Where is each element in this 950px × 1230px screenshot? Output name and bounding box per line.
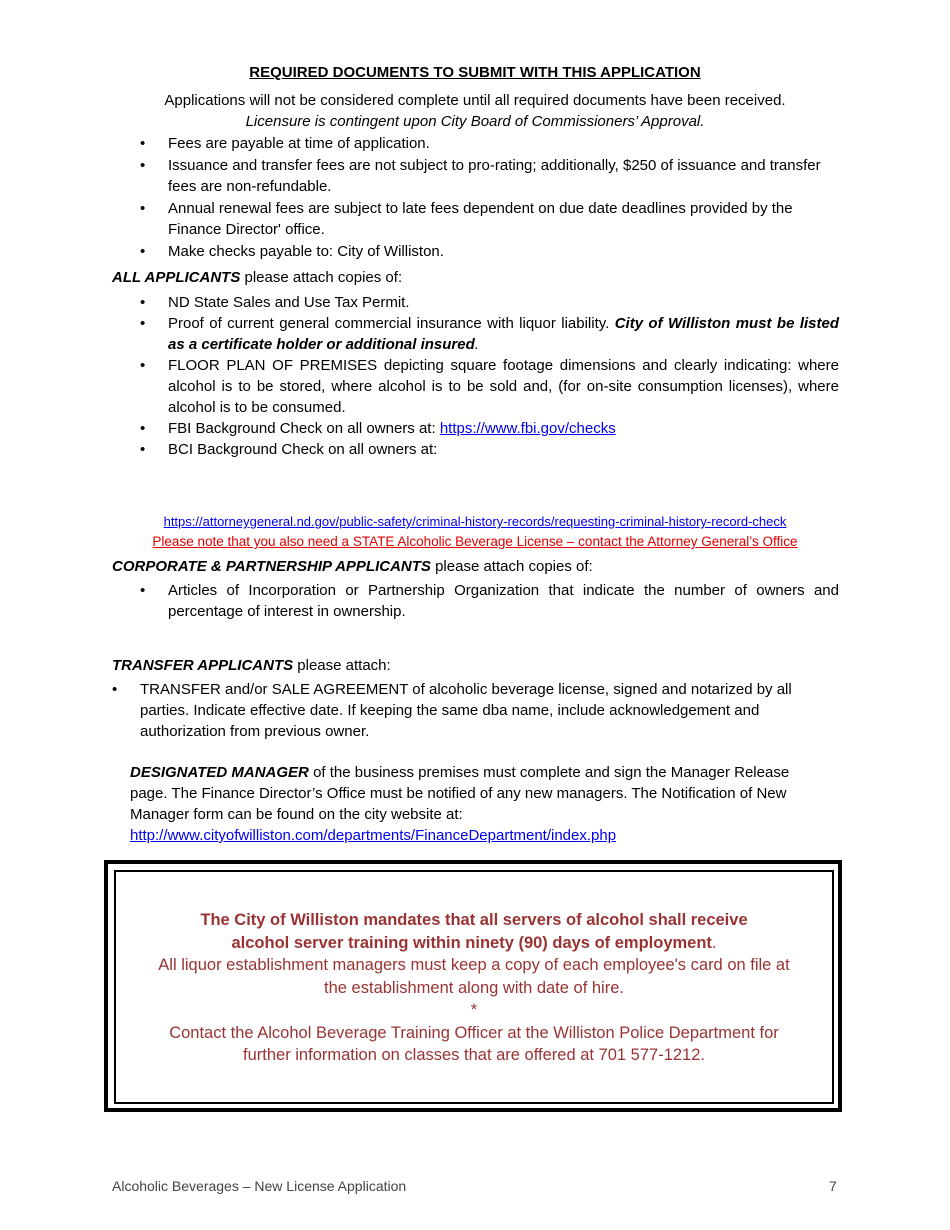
all-applicants-label: ALL APPLICANTS please attach copies of: [112, 269, 403, 286]
list-item: • BCI Background Check on all owners at: [140, 441, 438, 458]
bci-records-link[interactable]: https://attorneygeneral.nd.gov/public-safety/criminal-history-records/requesting-criminal-history-record-check [163, 514, 787, 529]
corporate-list [140, 580, 839, 623]
list-item: • Articles of Incorporation or Partnership Organization that indicate the number of owners and percentage of interest in ownership. [140, 582, 839, 620]
list-item: • FLOOR PLAN OF PREMISES depicting square footage dimensions and clearly indicating: where alcohol is to be stored, where alcohol is to be sold and, (for on-site consumption licenses), where alcohol is to be consumed. [140, 357, 839, 416]
footer-title: Alcoholic Beverages – New License Application [112, 1178, 407, 1194]
bci-link-line [0, 514, 950, 529]
intro-line: Applications will not be considered complete until all required documents have been received. [164, 92, 786, 109]
list-item: • Issuance and transfer fees are not subject to pro-rating; additionally, $250 of issuance and transfer fees are non-refundable. [140, 157, 821, 195]
server-training-notice: The City of Williston mandates that all servers of alcohol shall receive alcohol server training within ninety (90) days of employment. All liquor establishment managers must keep a copy of each employee's card on file at the establishment along with date of hire. * Contact the Alcohol Beverage Training Officer at the Williston Police Department for further information on classes that are offered at 701 577-1212. [158, 911, 790, 1064]
list-item: • Proof of current general commercial insurance with liquor liability. City of Williston must be listed as a certificate holder or additional insured. [140, 315, 839, 353]
designated-manager-paragraph: DESIGNATED MANAGER of the business premises must complete and sign the Manager Release page. The Finance Director’s Office must be notified of any new managers. The Notification of New Manager form can be found on the city website at: http://www.cityofwilliston.com/departments/FinanceDepartment/index.php [130, 764, 790, 844]
list-item: • Fees are payable at time of application. [140, 135, 430, 152]
fbi-checks-link[interactable]: https://www.fbi.gov/checks [439, 420, 616, 437]
list-item: • Annual renewal fees are subject to late fees dependent on due date deadlines provided by the Finance Director' office. [140, 200, 793, 238]
notice-box [104, 860, 842, 1112]
finance-department-link[interactable]: http://www.cityofwilliston.com/departments/FinanceDepartment/index.php [130, 827, 617, 844]
list-item: • TRANSFER and/or SALE AGREEMENT of alcoholic beverage license, signed and notarized by all parties. Indicate effective date. If keeping the same dba name, include acknowledgement and authorization from previous owner. [112, 681, 792, 740]
transfer-list [112, 679, 792, 743]
all-applicants-list [140, 292, 839, 460]
state-license-note: Please note that you also need a STATE Alcoholic Beverage License – contact the Attorney General’s Office [152, 534, 798, 549]
intro-italic-line: Licensure is contingent upon City Board of Commissioners’ Approval. [245, 113, 705, 130]
list-item: • Make checks payable to: City of Williston. [140, 243, 444, 260]
page-number: 7 [829, 1178, 837, 1194]
list-item: • ND State Sales and Use Tax Permit. [140, 294, 410, 311]
transfer-applicants-label: TRANSFER APPLICANTS please attach: [112, 657, 391, 674]
list-item: • FBI Background Check on all owners at: https://www.fbi.gov/checks [140, 420, 616, 437]
corporate-applicants-label: CORPORATE & PARTNERSHIP APPLICANTS please attach copies of: [112, 558, 593, 575]
page-heading: REQUIRED DOCUMENTS TO SUBMIT WITH THIS APPLICATION [249, 64, 701, 81]
fee-list [140, 133, 840, 263]
